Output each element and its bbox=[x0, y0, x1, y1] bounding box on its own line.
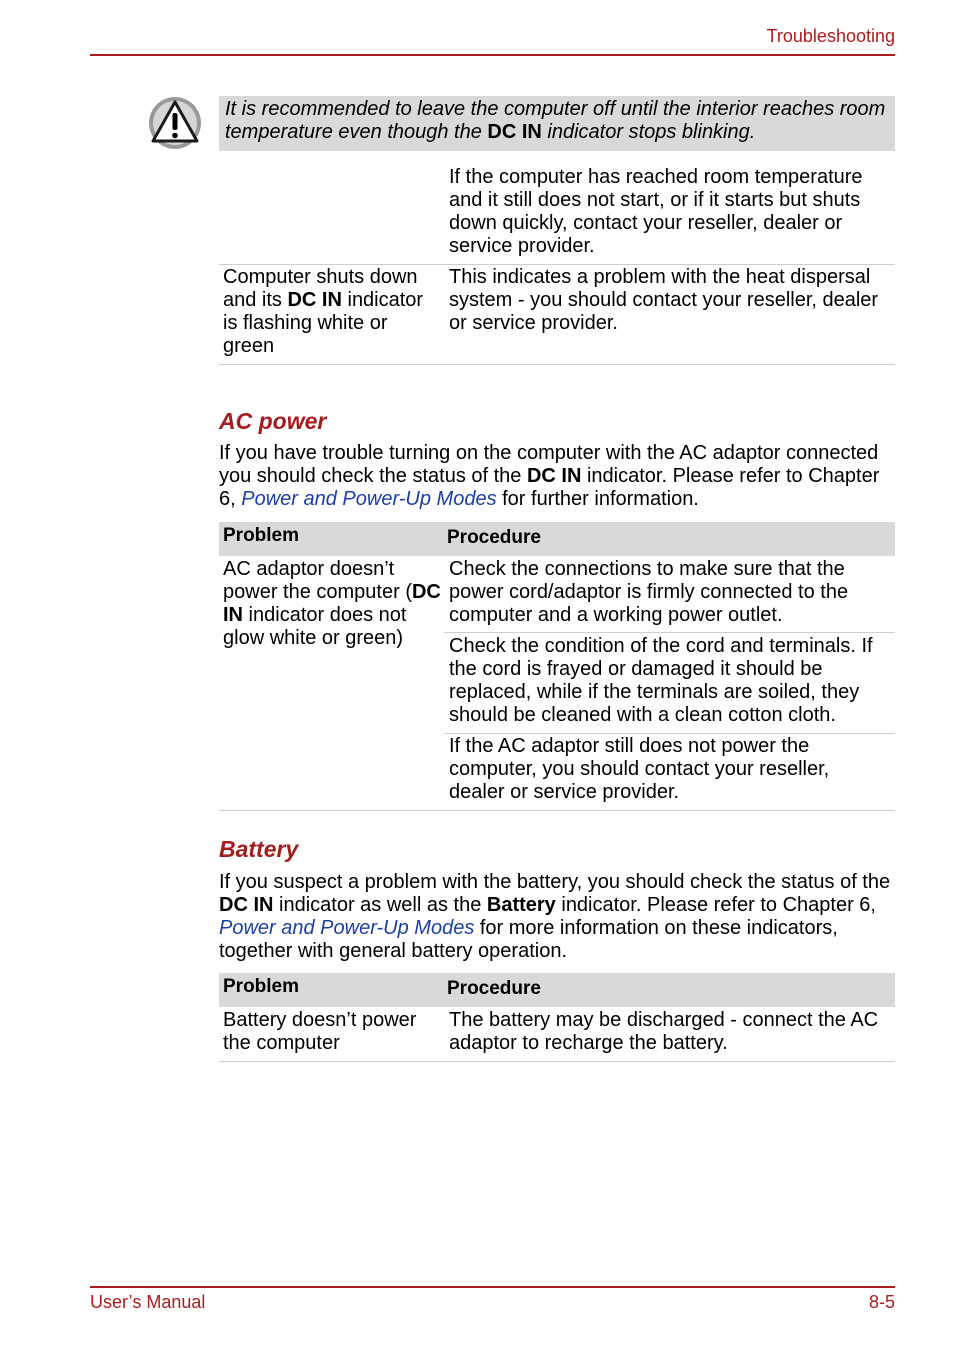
table-divider bbox=[219, 264, 895, 265]
battery-power-modes-link[interactable]: Power and Power-Up Modes bbox=[219, 917, 475, 939]
battery-procedure: The battery may be discharged - connect the AC adaptor to recharge the battery. bbox=[449, 1009, 879, 1054]
top-row1-procedure: If the computer has reached room temperature and it still does not start, or if it starts but shuts down quickly, contact your reseller, dealer or service provider. bbox=[449, 166, 863, 257]
header-rule bbox=[90, 54, 895, 56]
ac-divider-1 bbox=[444, 632, 895, 633]
page-number: 8-5 bbox=[868, 1292, 895, 1312]
footer-rule bbox=[90, 1286, 895, 1288]
ac-procedure-2: Check the condition of the cord and terminals. If the cord is frayed or damaged it should be replaced, while if the terminals are soiled, they should be cleaned with a clean cotton cloth. bbox=[449, 635, 873, 726]
ac-table-header bbox=[219, 522, 895, 556]
ac-problem: AC adaptor doesn’t power the computer (DC IN indicator does not glow white or green) bbox=[223, 558, 441, 649]
battery-intro: If you suspect a problem with the battery, you should check the status of the DC IN indicator as well as the Battery indicator. Please refer to Chapter 6, Power and Power-Up Modes for more information on these indicators, together with general battery operation. bbox=[219, 871, 891, 962]
top-row2-procedure: This indicates a problem with the heat dispersal system - you should contact your reseller, dealer or service provider. bbox=[449, 266, 879, 334]
battery-heading: Battery bbox=[219, 836, 299, 862]
ac-col-procedure: Procedure bbox=[447, 527, 541, 548]
footer-manual-name: User’s Manual bbox=[90, 1292, 206, 1312]
battery-problem: Battery doesn’t power the computer bbox=[223, 1009, 417, 1054]
top-row2-problem: Computer shuts down and its DC IN indicator is flashing white or green bbox=[223, 266, 424, 357]
battery-table-bottom bbox=[219, 1061, 895, 1062]
ac-power-heading: AC power bbox=[219, 408, 327, 434]
ac-procedure-3: If the AC adaptor still does not power the computer, you should contact your reseller, dealer or service provider. bbox=[449, 735, 830, 803]
caution-icon bbox=[148, 96, 202, 150]
ac-power-intro: If you have trouble turning on the computer with the AC adaptor connected you should check the status of the DC IN indicator. Please refer to Chapter 6, Power and Power-Up Modes for further information. bbox=[219, 442, 880, 510]
battery-table-header bbox=[219, 973, 895, 1007]
caution-note: It is recommended to leave the computer off until the interior reaches room temperature even though the DC IN indicator stops blinking. bbox=[219, 96, 895, 151]
ac-procedure-1: Check the connections to make sure that the power cord/adaptor is firmly connected to the computer and a working power outlet. bbox=[449, 558, 849, 626]
battery-col-problem: Problem bbox=[223, 976, 300, 997]
power-modes-link[interactable]: Power and Power-Up Modes bbox=[241, 488, 497, 510]
battery-col-procedure: Procedure bbox=[447, 978, 541, 999]
table-bottom-rule bbox=[219, 364, 895, 365]
ac-divider-2 bbox=[444, 733, 895, 734]
ac-col-problem: Problem bbox=[223, 525, 300, 546]
running-header: Troubleshooting bbox=[766, 26, 895, 46]
ac-table-bottom bbox=[219, 810, 895, 811]
